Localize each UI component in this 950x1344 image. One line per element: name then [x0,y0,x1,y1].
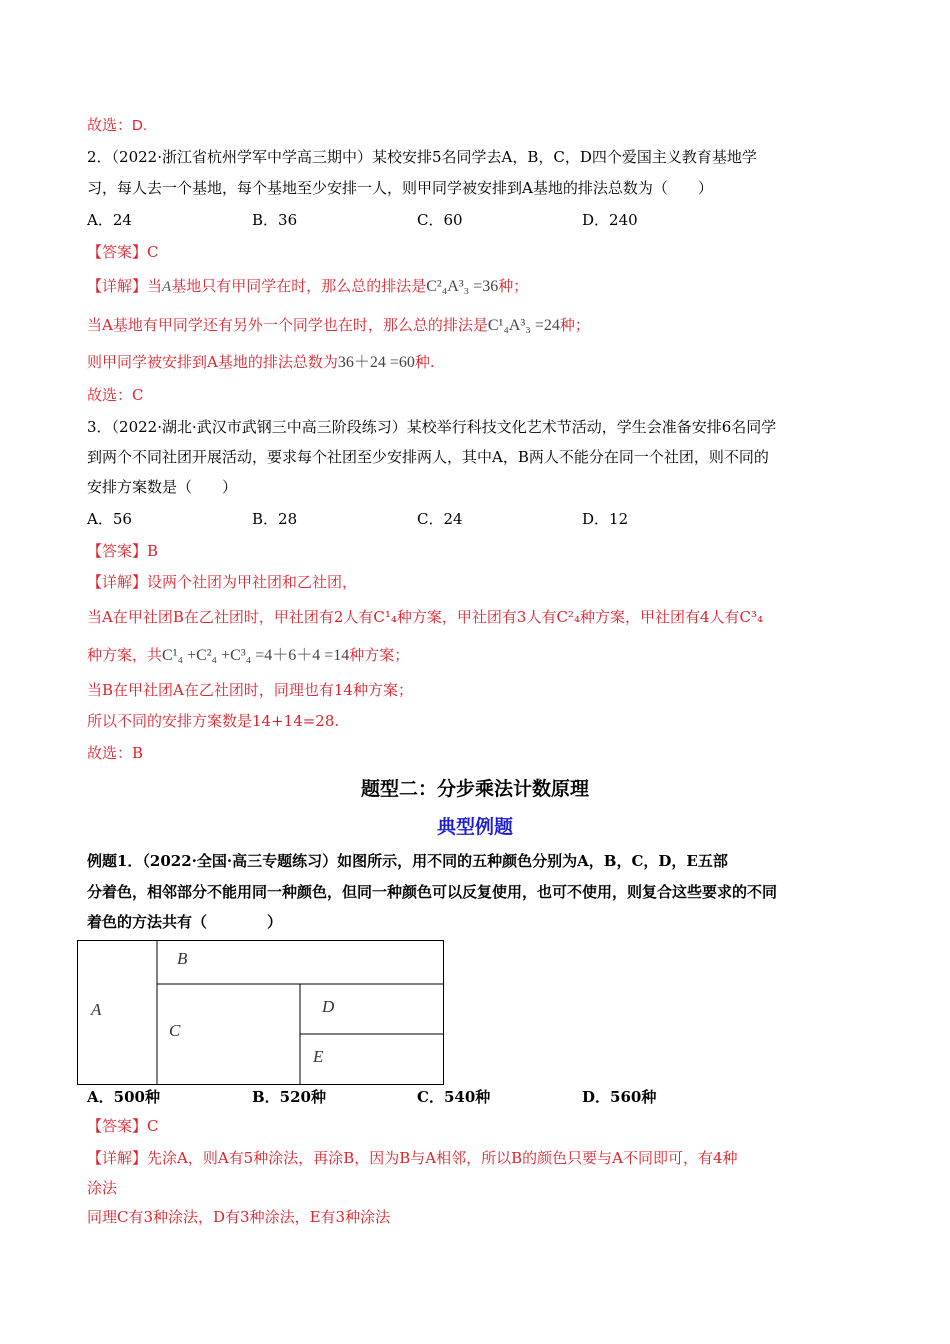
example1-stem-line2: 分着色，相邻部分不能用同一种颜色，但同一种颜色可以反复使用，也可不使用，则复合这些要求的不同 [87,883,778,901]
answer-label: 【答案】 [87,542,148,560]
example1-answer [87,1115,159,1137]
answer-label: 【答案】 [87,243,148,261]
q3-select-line [87,742,143,764]
var-a: A [162,279,172,295]
formula: C¹₄ +C²₄ +C³₄ =4＋6＋4 =14 [162,647,350,664]
select-label: 故选： [87,744,133,762]
select-label: 故选： [87,116,133,134]
q2-detail-line1 [87,275,528,298]
example1-detail-line3: 同理C有3种涂法，D有3种涂法，E有3种涂法 [87,1208,391,1226]
select-value: D. [132,117,148,134]
prev-select-line [87,114,147,137]
example1-detail-line2: 涂法 [87,1179,118,1197]
answer-value: C [147,1117,159,1135]
q3-option-a: A．56 [87,510,132,528]
detail-text: 则甲同学被安排到A基地的排法总数为 [87,353,338,371]
example1-option-d: D．560种 [582,1088,657,1106]
detail-text: 种； [498,277,529,295]
q3-detail-line2: 当A在甲社团B在乙社团时，甲社团有2人有C¹₄种方案，甲社团有3人有C²₄种方案，甲社团有4人有C³₄ [87,608,763,626]
formula: C²₄A³₃ =36 [426,278,499,295]
example1-stem-line3: 着色的方法共有（ ） [87,913,283,931]
q2-option-c: C．60 [417,211,463,229]
q2-answer [87,241,159,263]
q2-stem-line1: 2．（2022·浙江省杭州学军中学高三期中）某校安排5名同学去A，B，C，D四个爱国主义教育基地学 [87,148,757,166]
region-diagram [77,940,444,1085]
q2-stem-line2: 习，每人去一个基地，每个基地至少安排一人，则甲同学被安排到A基地的排法总数为（ ） [87,179,713,197]
detail-text: 当A基地有甲同学还有另外一个同学也在时，那么总的排法是 [87,316,488,334]
q3-answer [87,540,158,562]
formula: C¹₄A³₃ =24 [487,317,560,334]
select-label: 故选： [87,386,133,404]
detail-text: 先涂A，则A有5种涂法，再涂B，因为B与A相邻，所以B的颜色只要与A不同即可，有4种 [147,1149,738,1167]
q2-option-b: B．36 [252,211,298,229]
q3-detail-line3 [87,644,409,667]
example1-option-a: A．500种 [87,1088,160,1106]
example1-detail-line1 [87,1147,738,1169]
example1-option-c: C．540种 [417,1088,491,1106]
detail-label: 【详解】 [87,573,148,591]
answer-label: 【答案】 [87,1117,148,1135]
detail-text: 当 [147,277,163,295]
region-label-d: D [322,997,335,1016]
detail-text: 种； [559,316,590,334]
answer-value: B [147,542,159,560]
q3-detail-line1 [87,571,357,593]
q3-stem-line3: 安排方案数是（ ） [87,478,238,496]
q3-detail-line4: 当B在甲社团A在乙社团时，同理也有14种方案； [87,681,413,699]
q3-detail-line5: 所以不同的安排方案数是14+14=28. [87,712,340,730]
region-label-b: B [177,949,188,968]
example1-option-b: B．520种 [252,1088,326,1106]
region-label-a: A [91,1000,102,1019]
detail-text: 基地只有甲同学在时，那么总的排法是 [171,277,427,295]
select-value: B [132,744,144,762]
detail-text: 种方案，共 [87,646,163,664]
q2-select-line [87,384,144,406]
detail-label: 【详解】 [87,1149,148,1167]
answer-value: C [147,243,159,261]
q2-detail-line3 [87,351,435,374]
q2-detail-line2 [87,314,590,337]
select-value: C [132,386,144,404]
region-diagram-svg [77,940,444,1085]
detail-text: 种方案； [349,646,410,664]
formula: 36＋24 =60 [337,354,415,371]
q2-option-d: D．240 [582,211,638,229]
detail-text: 设两个社团为甲社团和乙社团， [147,573,358,591]
section-subtitle: 典型例题 [436,816,513,838]
detail-label: 【详解】 [87,277,148,295]
q3-stem-line2: 到两个不同社团开展活动，要求每个社团至少安排两人，其中A，B两人不能分在同一个社团，则不同的 [87,448,769,466]
example1-stem-line1: 例题1．（2022·全国·高三专题练习）如图所示，用不同的五种颜色分别为A，B，C，D，E五部 [87,852,728,870]
region-label-c: C [169,1021,181,1040]
q2-option-a: A．24 [87,211,132,229]
section-title: 题型二：分步乘法计数原理 [360,778,589,800]
q3-stem-line1: 3．（2022·湖北·武汉市武钢三中高三阶段练习）某校举行科技文化艺术节活动，学生会准备安排6名同学 [87,418,777,436]
q3-option-b: B．28 [252,510,298,528]
outer-border [78,941,444,1085]
q3-option-d: D．12 [582,510,629,528]
q3-option-c: C．24 [417,510,463,528]
region-label-e: E [313,1047,324,1066]
detail-text: 种. [414,353,435,371]
